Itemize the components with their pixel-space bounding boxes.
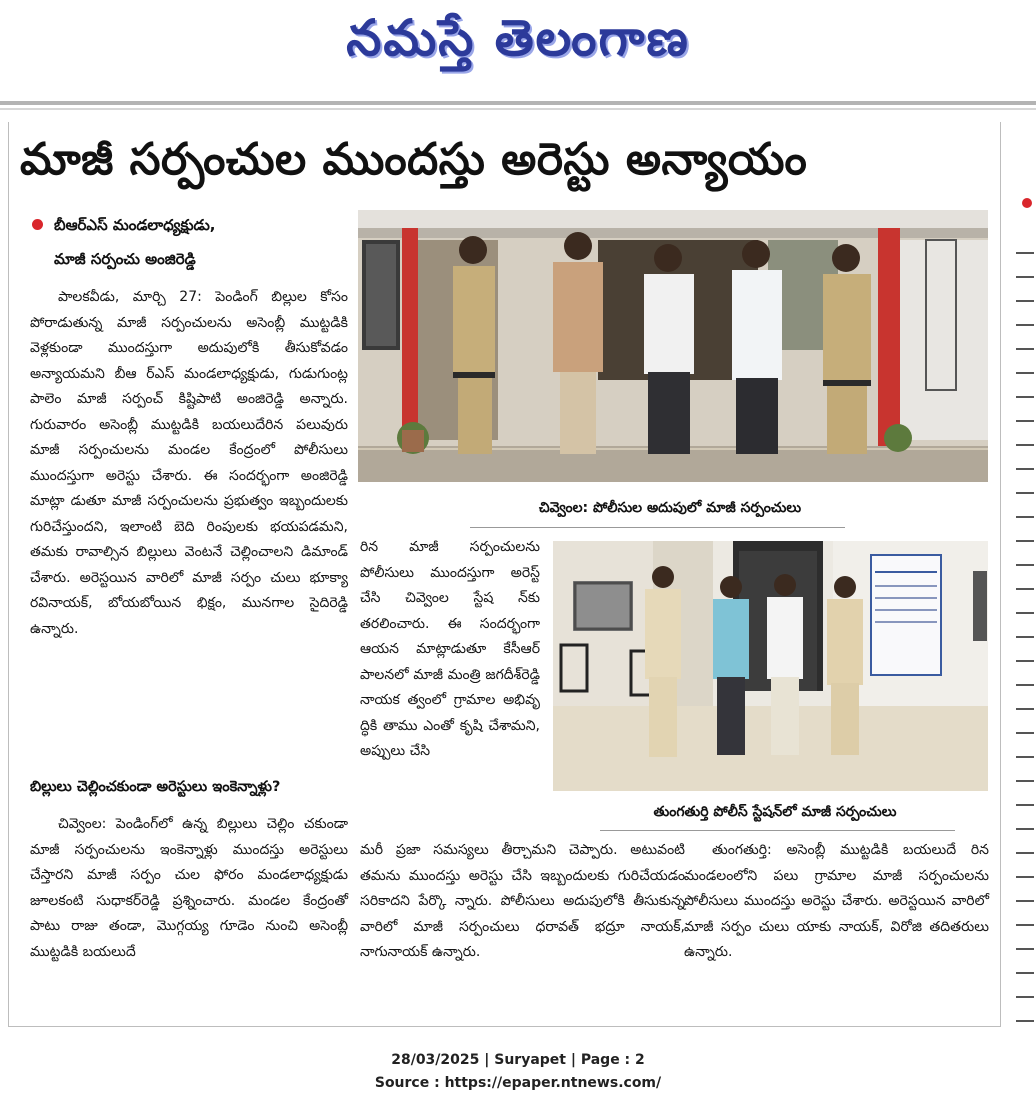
clip-border-right <box>1000 122 1001 1027</box>
footer-date-edition: 28/03/2025 | Suryapet | Page : 2 <box>391 1052 645 1068</box>
column-text: తుంగతుర్తి: అసెంబ్లీ ముట్టడికి బయలుదే రిన మండలంలోని పలు గ్రామాల మాజీ సర్పంచులను పోలీసులు ముందస్తు అరెస్టు చేశారు. అరెస్టయిన వారిలో మాజీ సర్పం చులు యాకు నాయక్, విరోజి తదితరులు ఉన్నారు. <box>684 842 989 960</box>
photo-caption-1: చివ్వెంల: పోలీసుల అదుపులో మాజీ సర్పంచులు <box>538 500 802 516</box>
bullet-dot-icon <box>32 219 43 230</box>
bullet-text: మాజీ సర్పంచు అంజిరెడ్డి <box>54 250 196 268</box>
photo-tungaturthi-police-station <box>553 541 988 791</box>
article-bullets <box>30 210 350 278</box>
column-text: పాలకవీడు, మార్చి 27: పెండింగ్ బిల్లుల కోసం పోరాడుతున్న మాజీ సర్పంచులను అసెంబ్లీ ముట్టడికి వెళ్లకుండా ముందస్తుగా అదుపులోకి తీసుకోవడం అన్యాయమని బీఆ ర్ఎస్ మండలాధ్యక్షుడు, గుడుగుంట్ల పాలెం మాజీ సర్పంచ్ కిష్టిపాటి అంజిరెడ్డి అన్నారు. గురువారం అసెంబ్లీ ముట్టడికి బయలుదేరిన పలువురు మాజీ సర్పంచులను మండల కేంద్రంలో పోలీసులు ముందస్తుగా అరెస్టు చేశారు. ఈ సందర్భంగా అంజిరెడ్డి మాట్లా డుతూ మాజీ సర్పంచులను ప్రభుత్వం ఇబ్బందులకు గురిచేస్తుందని, ఇలాంటి బెది రింపులకు భయపడమని, తమకు రావాల్సిన బిల్లులు వెంటనే చెల్లించాలని డిమాండ్ చేశారు. అరెస్టయిన వారిలో మాజీ సర్పం చులు భూక్యా రవినాయక్, బోయబోయిన భిక్షం, మునగాల సైదిరెడ్డి ఉన్నారు. <box>30 289 348 637</box>
bullet-item <box>30 210 350 244</box>
column-text: మరీ ప్రజా సమస్యలు తీర్చామని చెప్పారు. అటువంటి తమను ముందస్తు అరెస్టు చేసి ఇబ్బందులకు గురిచేయడం సరికాదని పేర్కొ న్నారు. పోలీసులు అదుపులోకి తీసుకున్న వారిలో మాజీ సర్పంచులు ధరావత్ భద్రూ నాయక్, నాగునాయక్ ఉన్నారు. <box>360 842 685 960</box>
article-column-1 <box>30 285 348 765</box>
footer-source: Source : https://epaper.ntnews.com/ <box>374 1075 662 1091</box>
newspaper-logo-title: నమస్తే తెలంగాణ <box>346 9 690 67</box>
caption-underline <box>600 830 955 831</box>
article-subheading: బిల్లులు చెల్లించకుండా అరెస్టులు ఇంకెన్నాళ్లు? <box>30 779 281 795</box>
bullet-text: బీఆర్ఎస్ మండలాధ్యక్షుడు, <box>54 216 216 234</box>
clip-border-left <box>8 122 9 1027</box>
adjacent-text-lines <box>1014 230 1034 1030</box>
article-headline: మాజీ సర్పంచుల ముందస్తు అరెస్టు అన్యాయం <box>20 134 808 185</box>
masthead-rule-thin <box>0 108 1036 110</box>
column-text: రిన మాజీ సర్పంచులను పోలీసులు ముందస్తుగా అరెస్ట్ చేసి చివ్వెంల స్టేష న్‌కు తరలించారు. ఈ సందర్భంగా ఆయన మాట్లాడుతూ కేసీఆర్ పాలనలో మాజీ మంత్రి జగదీశ్‌రెడ్డి నాయక త్వంలో గ్రామాల అభివృ ద్ధికి తాము ఎంతో కృషి చేశామని, అప్పులు చేసి <box>360 539 540 759</box>
clip-border-bottom <box>8 1026 1001 1027</box>
article-column-2-wide <box>360 838 685 1013</box>
masthead <box>0 0 1036 100</box>
article-column-2 <box>360 535 540 820</box>
article-column-1-continued <box>30 812 348 1022</box>
caption-underline <box>470 527 845 528</box>
photo-caption-2: తుంగతుర్తి పోలీస్ స్టేషన్‌లో మాజీ సర్పంచులు <box>653 804 897 820</box>
article-column-3 <box>684 838 989 1013</box>
bullet-dot-icon <box>1022 198 1032 208</box>
column-text: చివ్వెంల: పెండింగ్‌లో ఉన్న బిల్లులు చెల్లిం చకుండా మాజీ సర్పంచులను ఇంకెన్నాళ్లు ముందస్తు అరెస్టులు చేస్తారని మాజీ సర్పం చుల ఫోరం మండలాధ్యక్షుడు జూలకంటి సుధాకర్‌రెడ్డి ప్రశ్నించారు. మండల కేంద్రంతో పాటు రాజు తండా, మొగ్గయ్య గూడెం నుంచి అసెంబ్లీ ముట్టడికి బయలుదే <box>30 816 348 960</box>
adjacent-article-edge <box>1014 140 1036 1030</box>
bullet-item <box>30 244 350 278</box>
masthead-rule <box>0 101 1036 105</box>
photo-chivvemla-police-custody <box>358 210 988 482</box>
